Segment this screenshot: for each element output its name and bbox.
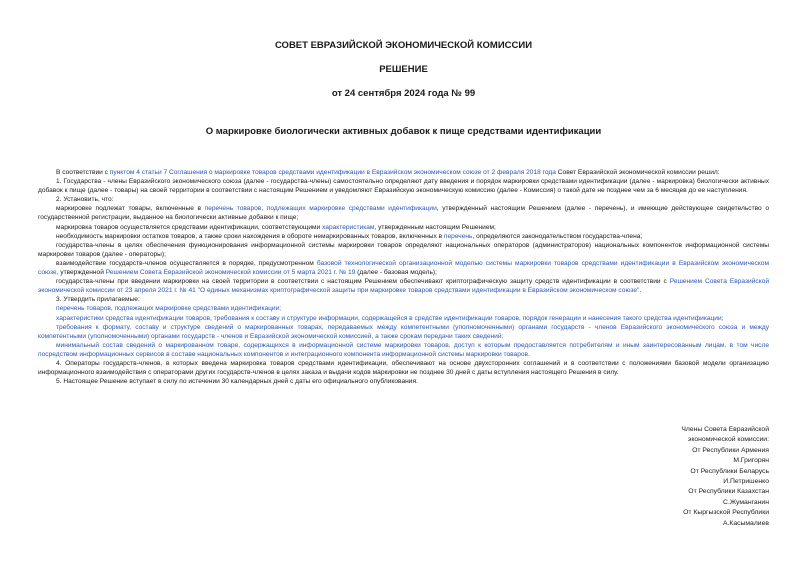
link-base-model[interactable]: базовой технологической организационной моделью системы маркировки товаров средствами идентификации в Евразийском экономическом союзе <box>38 259 770 277</box>
link-decision-41[interactable]: Решением Совета Евразийской экономической комиссии от 23 апреля 2021 г. № 41 "О единых механизмах криптографической защиты при маркировке товаров средствами идентификации в Евразийском экономическом союзе" <box>38 278 770 295</box>
text-fragment: , утвержденным настоящим Решением; <box>374 223 496 231</box>
text-fragment: государства-члены при введении маркировки на своей территории в соответствии с настоящим Решением обеспечивают криптографическую защиту средств идентификации в соответствии с <box>56 278 670 286</box>
text-fragment: В соответствии с <box>56 169 110 176</box>
signature-heading: экономической комиссии: <box>687 436 769 444</box>
paragraph-2-item-1 <box>38 204 769 222</box>
text-fragment: маркировка товаров осуществляется средствами идентификации, соответствующими <box>56 223 323 231</box>
signatory-name: А.Касымалиев <box>722 519 769 527</box>
text-fragment: , утвержденный настоящим Решением (далее - перечень), и имеющие действующее свидетельство о государственной регистрации, выданное на биологически активные добавки к пище; <box>38 205 769 222</box>
paragraph-3-item-3 <box>38 323 769 341</box>
paragraph-2-item-6 <box>38 277 769 295</box>
signature-heading: Члены Совета Евразийской <box>681 426 769 433</box>
text-fragment: (далее - базовая модель); <box>355 269 437 277</box>
paragraph-3-item-4 <box>38 341 769 359</box>
text-fragment: маркировке подлежат товары, включенные в <box>56 205 205 213</box>
signatory-name: М.Григорян <box>733 457 769 465</box>
paragraph-5: 5. Настоящее Решение вступает в силу по истечении 30 календарных дней с даты его официального опубликования. <box>56 378 418 386</box>
signatory-country: От Республики Беларусь <box>690 467 769 475</box>
paragraph-3-item-1 <box>38 304 769 313</box>
link-appendix-goods-list[interactable]: перечень товаров, подлежащих маркировке средствами идентификации; <box>56 305 282 313</box>
paragraph-2: 2. Установить, что: <box>56 196 114 204</box>
signature-block <box>681 425 769 529</box>
paragraph-2-item-4: государства-члены в целях обеспечения функционирования информационной системы маркировки товаров определяют национальных операторов (администраторов) национальных компонентов информационной системы маркировки товаров (далее - операторы); <box>38 241 769 258</box>
link-goods-list[interactable]: перечень товаров, подлежащих маркировке средствами идентификации <box>204 205 437 213</box>
document-body <box>38 168 769 386</box>
link-agreement-article-7[interactable]: пунктом 4 статьи 7 Соглашения о маркировке товаров средствами идентификации в Евразийском экономическом союзе от 2 февраля 2018 года <box>109 169 556 176</box>
text-fragment: необходимость маркировки остатков товаров, а также сроки нахождения в обороте немаркированных товаров, включенных в <box>56 232 444 240</box>
document-date-number: от 24 сентября 2024 года № 99 <box>331 88 476 99</box>
issuing-body: СОВЕТ ЕВРАЗИЙСКОЙ ЭКОНОМИЧЕСКОЙ КОМИССИИ <box>274 40 533 51</box>
paragraph-3-item-2 <box>38 314 769 323</box>
link-list[interactable]: перечень <box>443 232 473 240</box>
paragraph-2-item-5 <box>38 259 769 277</box>
signatory-country: От Республики Армения <box>692 446 769 454</box>
link-characteristics[interactable]: характеристикам <box>322 223 375 231</box>
signatory-name: С.Жуманганин <box>723 498 769 506</box>
paragraph-4: 4. Операторы государств-членов, в которых введена маркировка товаров средствами идентификации, обеспечивают на основе двухсторонних соглашений и в соответствии с положениями базовой модели организацию информационного взаимодействия с операторами других государств-членов в целях заказа и выдачи кодов маркировки не позднее 30 дней с даты вступления настоящего Решения в силу. <box>38 359 769 377</box>
document-title: О маркировке биологически активных добавок к пище средствами идентификации <box>205 126 602 137</box>
paragraph-2-item-3 <box>38 232 769 241</box>
link-appendix-minimal-info[interactable]: минимальный состав сведений о маркированном товаре, содержащихся в информационной системе маркировки товаров, доступ к которым предоставляется потребителям и иным заинтересованным лицам, в том числе посредством информационных сервисов в составе национальных компонентов и интеграционного компонента информационной системы маркировки товаров. <box>38 341 769 358</box>
signatory-name: И.Петришенко <box>723 478 769 486</box>
document-type: РЕШЕНИЕ <box>379 64 428 75</box>
paragraph-3: 3. Утвердить прилагаемые: <box>56 296 140 304</box>
text-fragment: Совет Евразийской экономической комиссии решил: <box>555 169 720 176</box>
text-fragment: , утвержденной <box>56 269 106 277</box>
signatory-country: От Республики Казахстан <box>688 488 769 496</box>
text-fragment: . <box>639 287 642 295</box>
signatory-country: От Кыргызской Республики <box>683 509 769 517</box>
link-appendix-characteristics[interactable]: характеристики средства идентификации товаров, требования к составу и структуре информации, содержащейся в средстве идентификации товаров, порядок генерации и нанесения такого средства идентификации; <box>56 314 724 322</box>
paragraph-2-item-2 <box>38 223 769 232</box>
text-fragment: , определяются законодательством государства-члена; <box>472 232 643 240</box>
paragraph-1: 1. Государства - члены Евразийского экономического союза (далее - государства-члены) самостоятельно определяют дату введения и порядок маркировки средствами идентификации (далее - маркировка) биологически активных добавок к пище (далее - товары) на своей территории в соответствии с настоящим Решением и уведомляют Евразийскую экономическую комиссию (далее - Комиссия) о такой дате не позднее чем за 6 месяцев до ее наступления. <box>38 178 769 195</box>
paragraph-preamble <box>38 168 769 177</box>
link-appendix-requirements[interactable]: требования к формату, составу и структуре сведений о маркированных товарах, передаваемых между компетентными (уполномоченными) органами государств - членов Евразийского экономического союза и между компетентными (уполномоченными) органами государств - членов и Евразийской экономической комиссией, а также срокам передачи таких сведений; <box>38 323 769 340</box>
text-fragment: взаимодействие государств-членов осуществляется в порядке, предусмотренном <box>56 259 317 267</box>
link-decision-19[interactable]: Решением Совета Евразийской экономической комиссии от 5 марта 2021 г. № 19 <box>105 269 356 277</box>
